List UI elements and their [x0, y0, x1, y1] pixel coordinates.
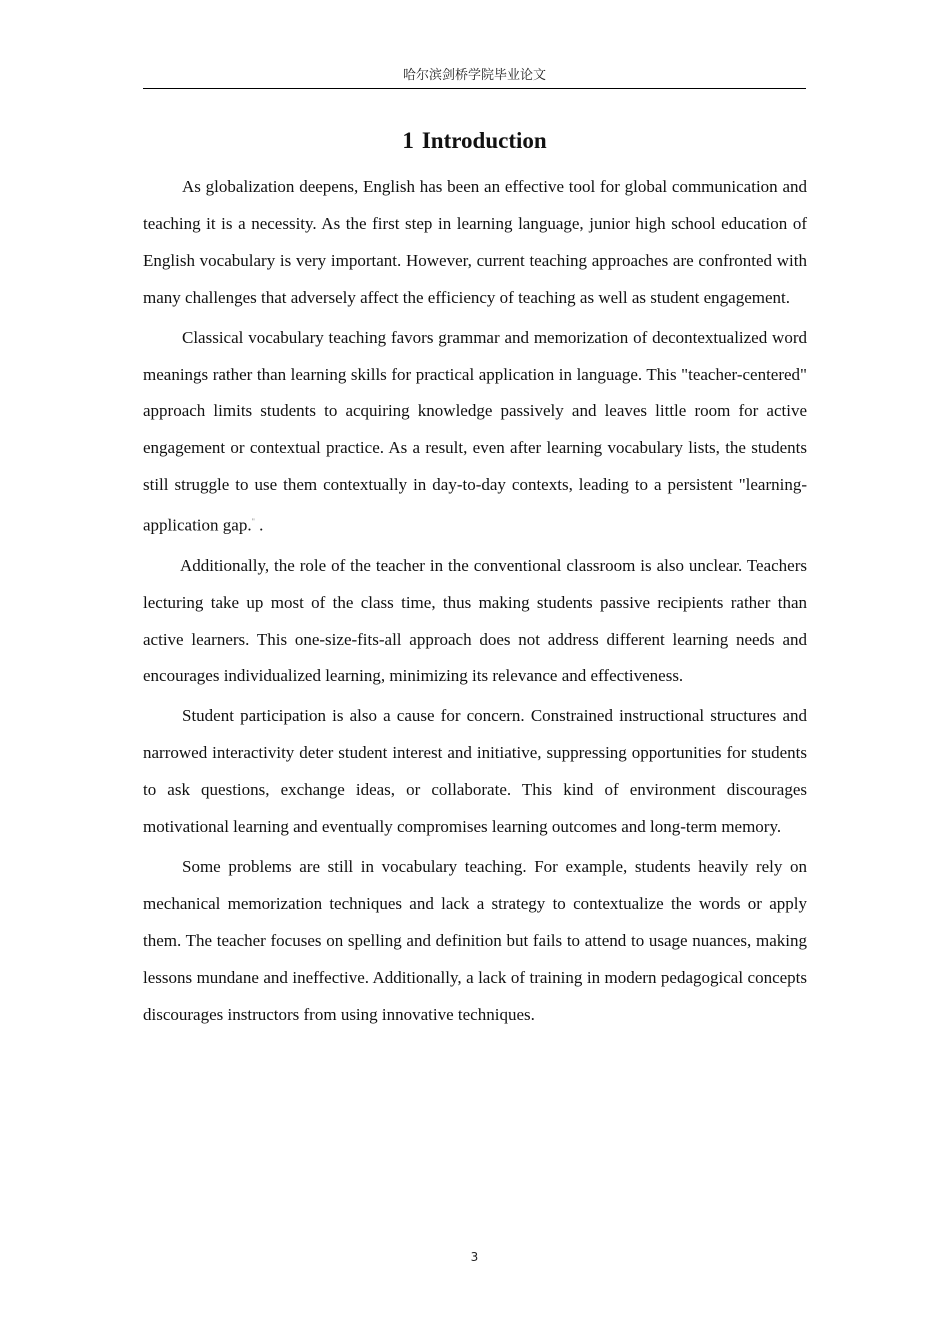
paragraph-tail-period: .: [259, 515, 264, 535]
paragraph-vocabulary-problems: Some problems are still in vocabulary teaching. For example, students heavily rely on mechanical memorization techniques and lack a strategy to contextualize the words or apply them. The teacher focuses on spelling and definition but fails to attend to usage nuances, making lessons mundane and ineffective. Additionally, a lack of training in modern pedagogical concepts discourages instructors from using innovative techniques.: [143, 856, 807, 1024]
paragraph-student-participation: Student participation is also a cause for concern. Constrained instructional structures and narrowed interactivity deter student interest and initiative, suppressing opportunities for students to ask questions, exchange ideas, or collaborate. This kind of environment discourages motivational learning and eventually compromises learning outcomes and long-term memory.: [143, 706, 807, 837]
running-header: 哈尔滨剑桥学院毕业论文: [402, 68, 546, 83]
paragraph-globalization: As globalization deepens, English has been an effective tool for global communication and teaching it is a necessity. As the first step in learning language, junior high school education of English vocabulary is very important. However, current teaching approaches are confronted with many challenges that adversely affect the efficiency of teaching as well as student engagement.: [143, 177, 807, 307]
paragraph-classical-teaching-text: Classical vocabulary teaching favors grammar and memorization of decontextualized word meanings rather than learning skills for practical application in language. This "teacher-centered" approach limits students to acquiring knowledge passively and leaves little room for active engagement or contextual practice. As a result, even after learning vocabulary lists, the students still struggle to use them contextually in day-to-day contexts, leading to a persistent "learning-application gap.: [143, 327, 807, 535]
chapter-title-text: Introduction: [421, 128, 547, 153]
body-text: [143, 169, 807, 1037]
paragraph-teacher-role: Additionally, the role of the teacher in the conventional classroom is also unclear. Teachers lecturing take up most of the class time, thus making students passive recipients rather than active learners. This one-size-fits-all approach does not address different learning needs and encourages individualized learning, minimizing its relevance and effectiveness.: [143, 555, 807, 686]
chapter-number: 1: [402, 128, 414, 153]
header-rule: [143, 88, 806, 89]
page-number: 3: [470, 1250, 479, 1264]
footnote-mark: ": [251, 517, 255, 527]
paragraph-classical-teaching: [143, 320, 807, 545]
chapter-title: [143, 126, 806, 156]
